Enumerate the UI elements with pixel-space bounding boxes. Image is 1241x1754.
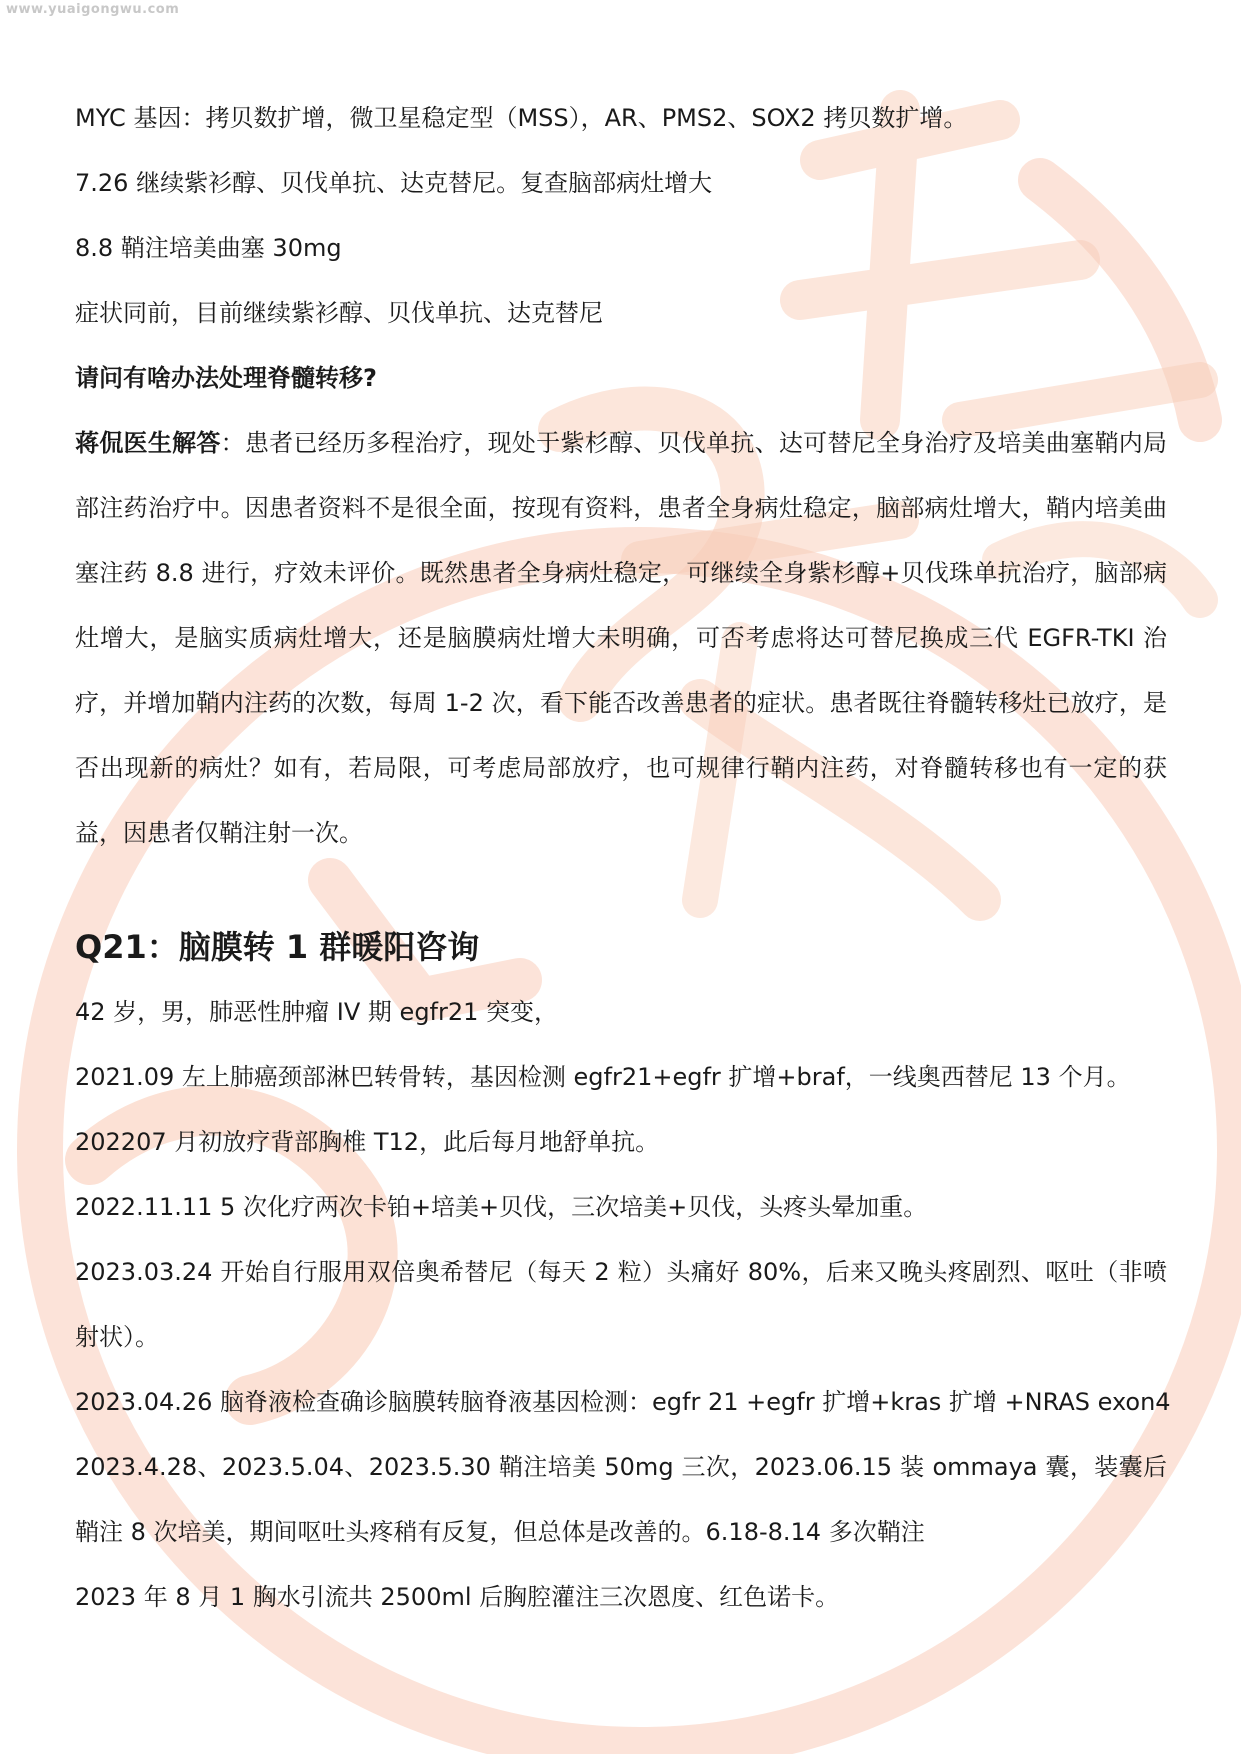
answer-text: ：患者已经历多程治疗，现处于紫杉醇、贝伐单抗、达可替尼全身治疗及培美曲塞鞘内局部注药治疗中。因患者资料不是很全面，按现有资料，患者全身病灶稳定，脑部病灶增大，鞘内培美曲塞注药 8.8 进行，疗效未评价。既然患者全身病灶稳定，可继续全身紫杉醇+贝伐珠单抗治疗，脑部病灶增大，是脑实质病灶增大，还是脑膜病灶增大未明确，可否考虑将达可替尼换成三代 EGFR-TKI 治疗，并增加鞘内注药的次数，每周 1-2 次，看下能否改善患者的症状。患者既往脊髓转移灶已放疗，是否出现新的病灶？如有，若局限，可考虑局部放疗，也可规律行鞘内注药，对脊髓转移也有一定的获益，因患者仅鞘注射一次。	[75, 429, 1168, 847]
text-line-symptoms: 症状同前，目前继续紫衫醇、贝伐单抗、达克替尼	[75, 299, 603, 327]
document-body	[75, 86, 1171, 1630]
history-2022-11: 2022.11.11 5 次化疗两次卡铂+培美+贝伐，三次培美+贝伐，头疼头晕加重。	[75, 1193, 928, 1221]
history-2023-03: 2023.03.24 开始自行服用双倍奥希替尼（每天 2 粒）头痛好 80%，后来又晚头疼剧烈、呕吐（非喷射状）。	[75, 1258, 1167, 1351]
text-line-myc: MYC 基因：拷贝数扩增，微卫星稳定型（MSS），AR、PMS2、SOX2 拷贝数扩增。	[75, 104, 968, 132]
question-text: 请问有啥办法处理脊髓转移?	[75, 364, 377, 392]
text-line-0726: 7.26 继续紫衫醇、贝伐单抗、达克替尼。复查脑部病灶增大	[75, 169, 713, 197]
history-2021: 2021.09 左上肺癌颈部淋巴转骨转，基因检测 egfr21+egfr 扩增+braf，一线奥西替尼 13 个月。	[75, 1063, 1131, 1091]
history-2023-08: 2023 年 8 月 1 胸水引流共 2500ml 后胸腔灌注三次恩度、红色诺卡。	[75, 1583, 840, 1611]
answer-label: 蒋侃医生解答	[75, 429, 221, 457]
site-url-watermark: www.yuaigongwu.com	[6, 2, 180, 17]
history-2022-07: 202207 月初放疗背部胸椎 T12，此后每月地舒单抗。	[75, 1128, 660, 1156]
history-2023-04: 2023.04.26 脑脊液检查确诊脑膜转脑脊液基因检测：egfr 21 +egfr 扩增+kras 扩增 +NRAS exon4	[75, 1388, 1171, 1416]
section-heading: Q21：脑膜转 1 群暖阳咨询	[75, 928, 480, 966]
text-line-0808: 8.8 鞘注培美曲塞 30mg	[75, 234, 342, 262]
history-intrathecal: 2023.4.28、2023.5.04、2023.5.30 鞘注培美 50mg 三次，2023.06.15 装 ommaya 囊，装囊后鞘注 8 次培美，期间呕吐头疼稍有反复，但总体是改善的。6.18-8.14 多次鞘注	[75, 1453, 1167, 1546]
doctor-answer	[75, 411, 1167, 866]
patient-info-line: 42 岁，男，肺恶性肿瘤 IV 期 egfr21 突变，	[75, 998, 559, 1026]
